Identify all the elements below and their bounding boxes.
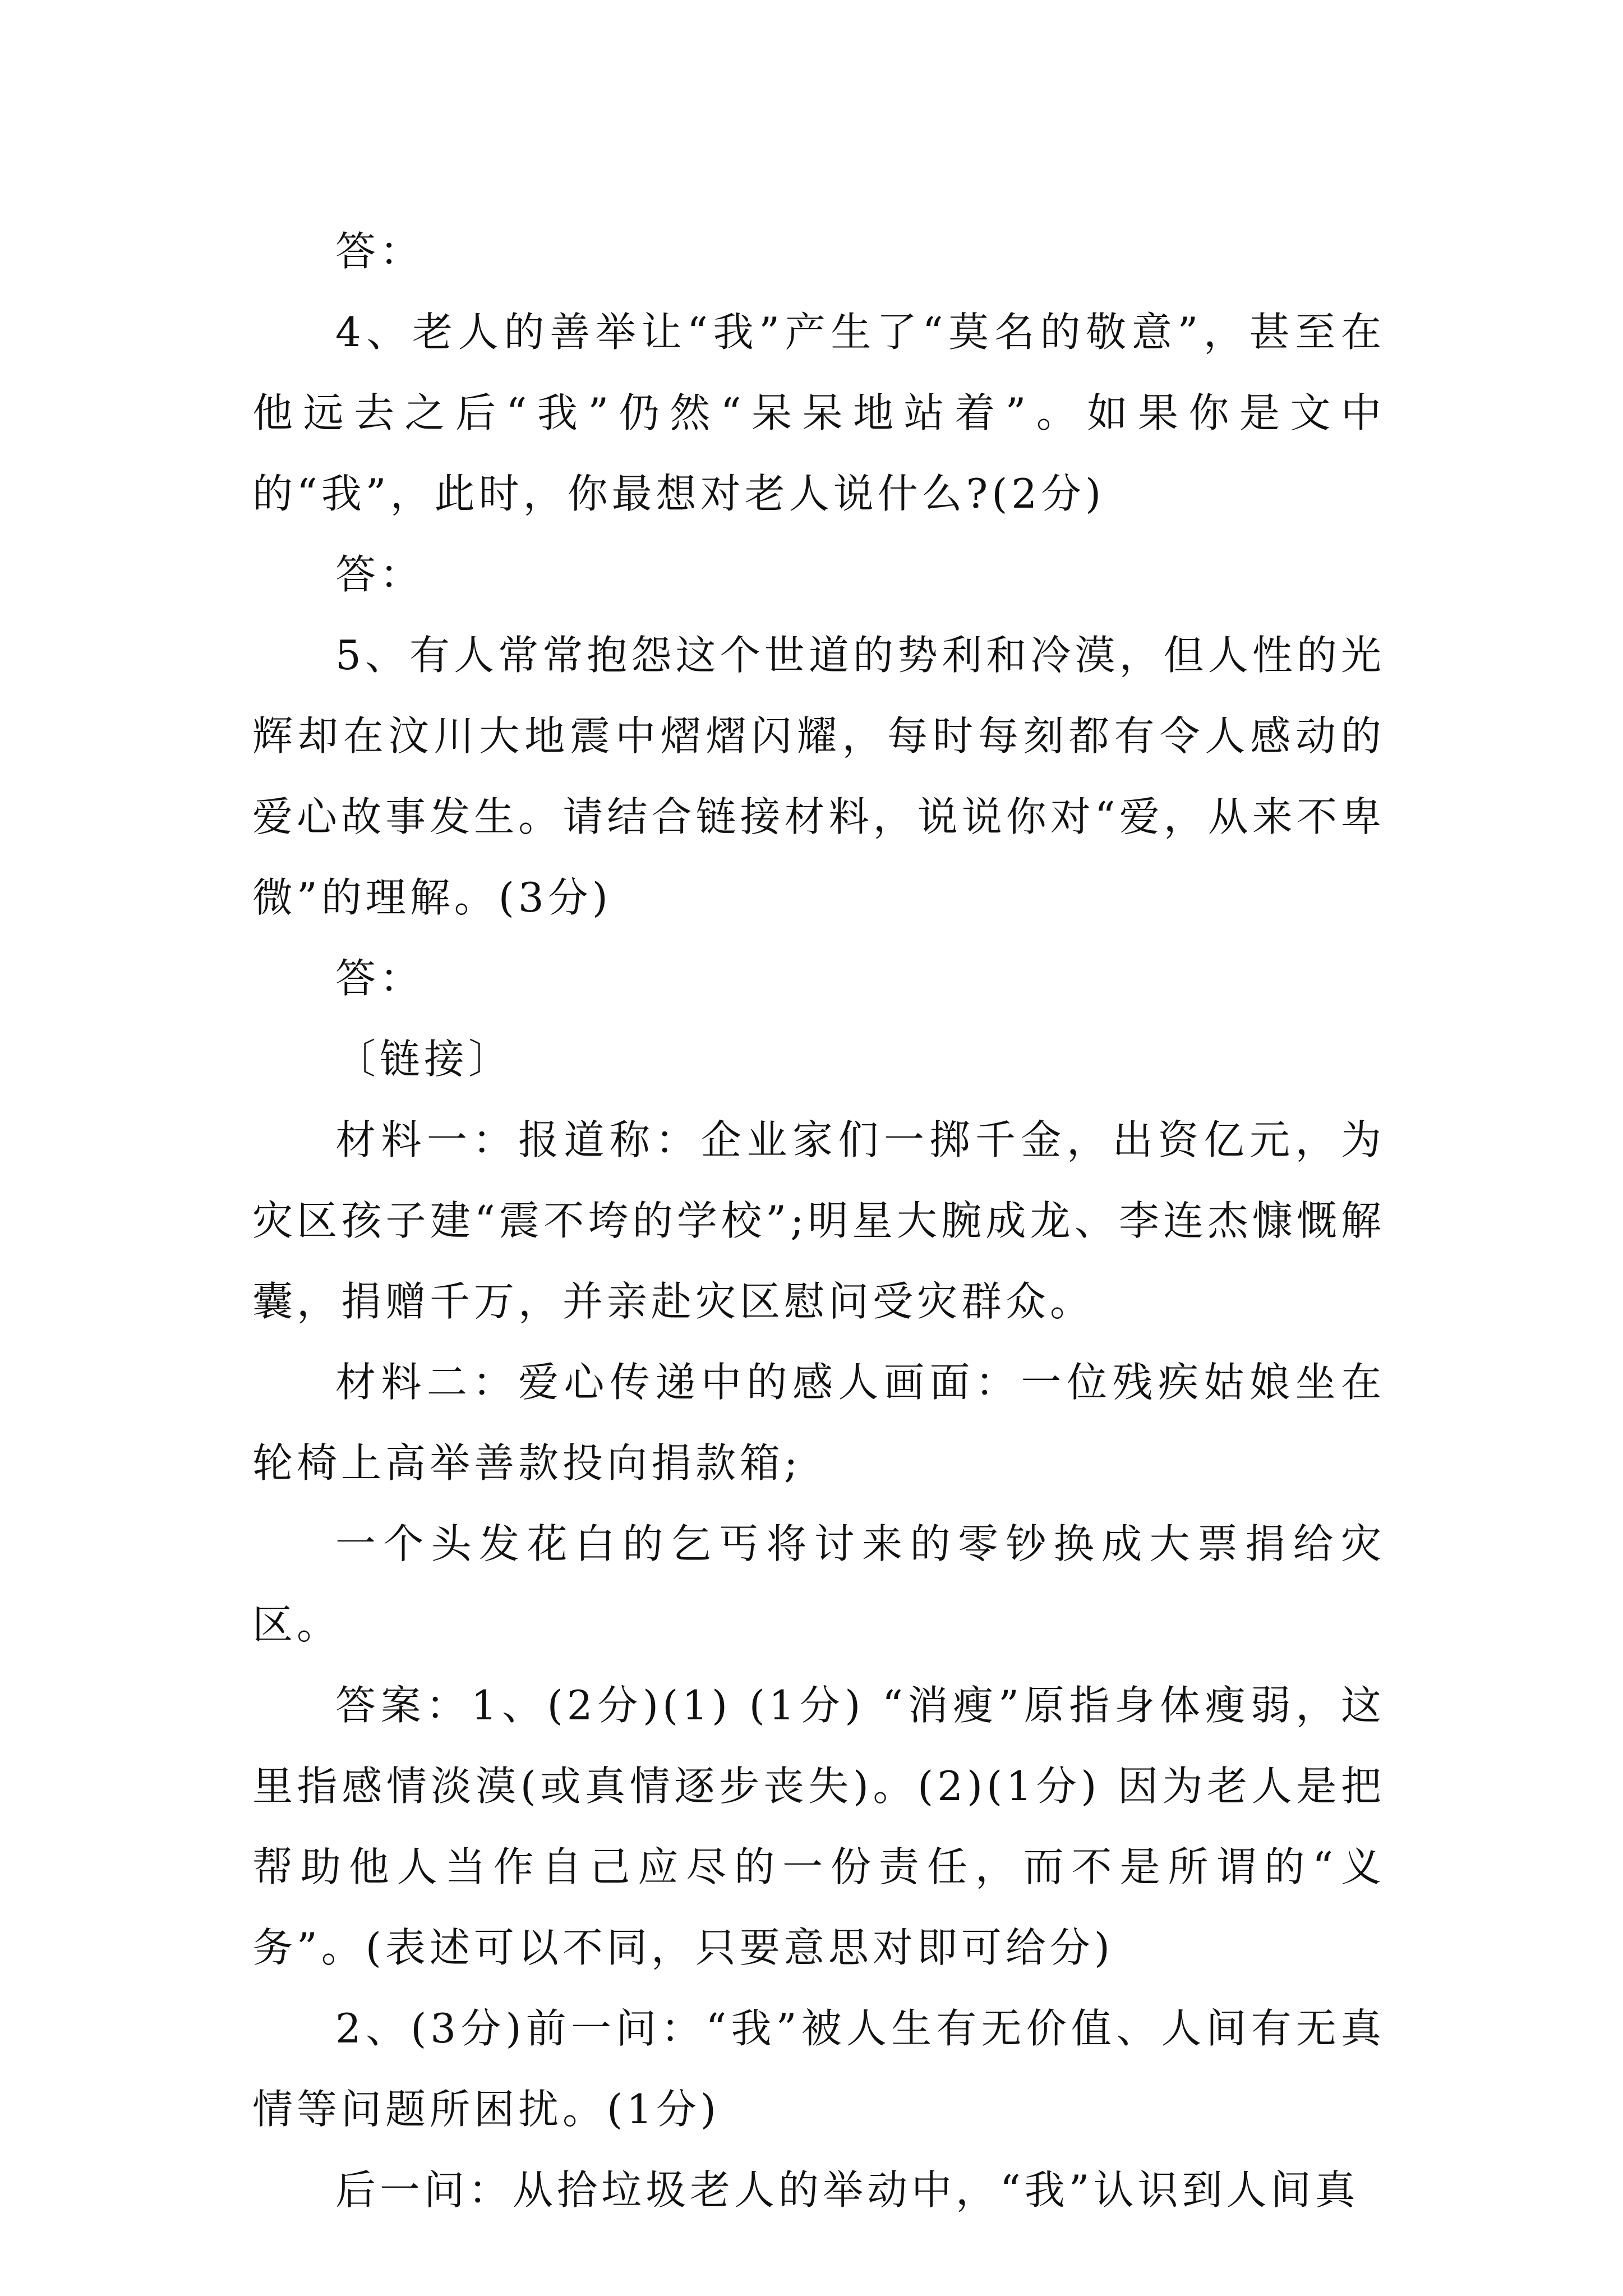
question-5: 5、有人常常抱怨这个世道的势利和冷漠，但人性的光辉却在汶川大地震中熠熠闪耀，每时每刻都有令人感动的爱心故事发生。请结合链接材料，说说你对“爱，从来不卑微”的理解。(3分) <box>252 632 1385 921</box>
answer-key-2-continued: 后一问：从拾垃圾老人的举动中，“我”认识到人间真 <box>335 2166 1359 2214</box>
document-body <box>252 211 1385 2230</box>
link-heading: 〔链接〕 <box>335 1036 513 1083</box>
material-two-continued: 一个头发花白的乞丐将讨来的零钞换成大票捐给灾区。 <box>252 1520 1385 1648</box>
answer-label: 答： <box>335 551 425 598</box>
material-one: 材料一：报道称：企业家们一掷千金，出资亿元，为灾区孩子建“震不垮的学校”;明星大腕成龙、李连杰慷慨解囊，捐赠千万，并亲赴灾区慰问受灾群众。 <box>252 1116 1385 1325</box>
question-4: 4、老人的善举让“我”产生了“莫名的敬意”，甚至在他远去之后“我”仍然“呆呆地站着”。如果你是文中的“我”，此时，你最想对老人说什么?(2分) <box>252 309 1385 517</box>
answer-label: 答： <box>335 955 425 1002</box>
material-two: 材料二：爱心传递中的感人画面：一位残疾姑娘坐在轮椅上高举善款投向捐款箱; <box>252 1359 1385 1487</box>
answer-label: 答： <box>335 228 425 275</box>
answer-key-1: 答案：1、(2分)(1) (1分) “消瘦”原指身体瘦弱，这里指感情淡漠(或真情逐步丧失)。(2)(1分) 因为老人是把帮助他人当作自己应尽的一份责任，而不是所谓的“义务”。(表述可以不同，只要意思对即可给分) <box>252 1682 1385 1971</box>
answer-key-2: 2、(3分)前一问：“我”被人生有无价值、人间有无真情等问题所困扰。(1分) <box>252 2005 1385 2133</box>
